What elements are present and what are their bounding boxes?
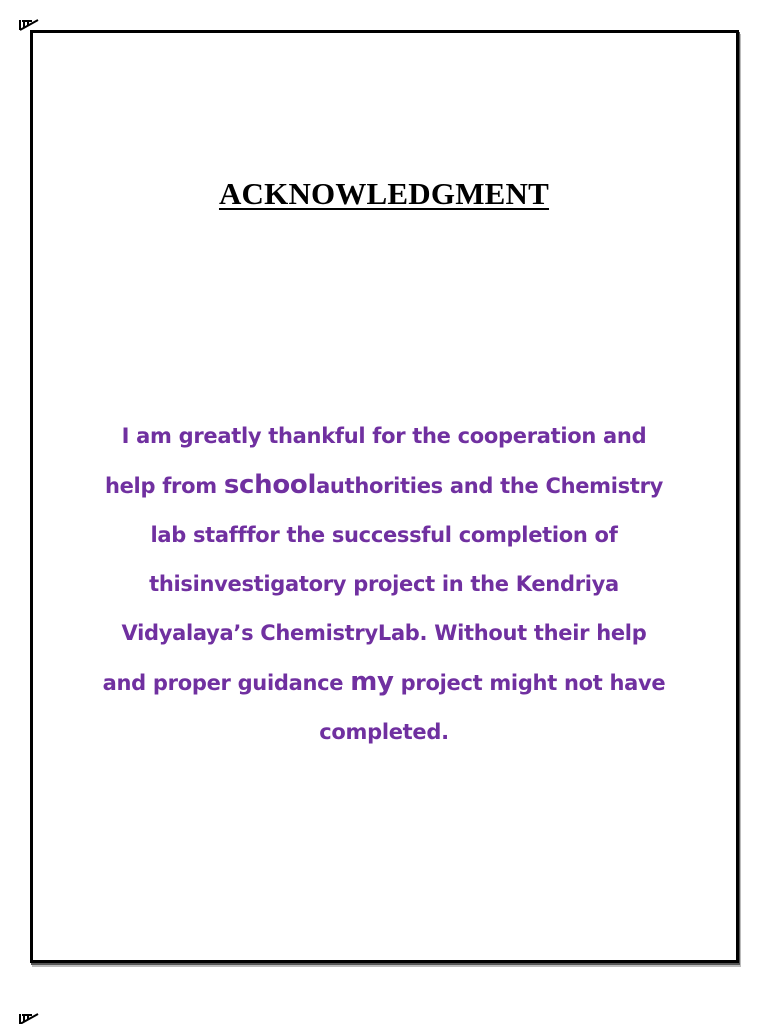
paragraph-text: authorities and the Chemistry xyxy=(316,474,664,498)
paragraph-text: help from xyxy=(104,474,224,498)
paragraph-text: thisinvestigatory project in the Kendriya xyxy=(149,572,619,596)
paragraph-text: and proper guidance xyxy=(102,671,351,695)
paragraph-line xyxy=(80,560,688,609)
paragraph-line xyxy=(80,609,688,658)
acknowledgment-paragraph xyxy=(80,412,688,757)
page-corner-mark-icon xyxy=(18,1012,40,1024)
paragraph-line xyxy=(80,658,688,708)
paragraph-line xyxy=(80,461,688,511)
paragraph-text: I am greatly thankful for the cooperation and xyxy=(121,424,647,448)
paragraph-text: completed. xyxy=(319,720,449,744)
title-text: ACKNOWLEDGMENT xyxy=(218,176,550,211)
paragraph-line xyxy=(80,412,688,461)
paragraph-text: lab stafffor the successful completion of xyxy=(150,523,618,547)
paragraph-line xyxy=(80,511,688,560)
page-title xyxy=(0,176,768,212)
emphasized-word: school xyxy=(223,470,317,500)
paragraph-text: project might not have xyxy=(393,671,666,695)
paragraph-text: Vidyalaya’s ChemistryLab. Without their help xyxy=(121,621,647,645)
paragraph-line xyxy=(80,708,688,757)
emphasized-word: my xyxy=(350,667,394,697)
